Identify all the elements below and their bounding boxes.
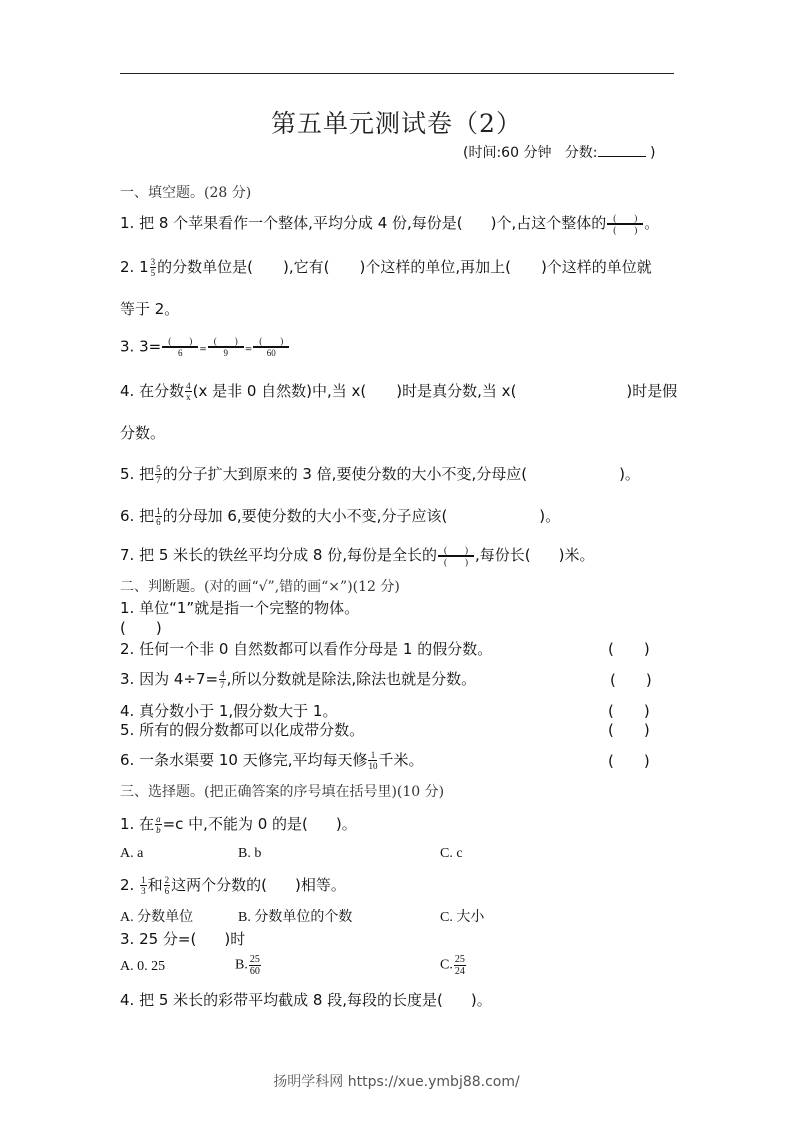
fraction-25-24 <box>454 954 466 977</box>
s2-answer-paren-1[interactable]: ( ) <box>120 619 162 637</box>
frac-numerator: 4 <box>186 381 191 391</box>
frac-denominator: 5 <box>150 268 156 278</box>
s1-question-2-cont: 等于 2。 <box>120 300 180 318</box>
s3q4-text-a: 4. 把 5 米长的彩带平均截成 8 段,每段的长度是( <box>120 991 443 1009</box>
s3-question-1 <box>120 813 357 835</box>
fraction-1-3 <box>140 875 147 896</box>
s3q1-text-b: )。 <box>335 815 357 833</box>
s3q2-text-b: )相等。 <box>294 876 346 894</box>
s1-question-2 <box>120 256 652 278</box>
s1q6-lead: 6. 把 <box>120 507 155 525</box>
frac-numerator: 4 <box>220 669 225 679</box>
s1q4-lead: 4. 在分数 <box>120 382 185 400</box>
page-title: 第五单元测试卷（2） <box>271 109 522 138</box>
frac-denominator: x <box>186 392 191 402</box>
answer-fraction[interactable] <box>208 336 244 358</box>
frac-numerator: 3 <box>150 257 156 267</box>
frac-denominator: 6 <box>164 886 170 896</box>
fraction-4-over-x <box>185 381 192 402</box>
s3q3-option-b[interactable] <box>235 954 262 977</box>
equals-sign: = <box>199 344 207 355</box>
equals-sign: = <box>244 344 253 355</box>
frac-denominator: 7 <box>156 475 161 485</box>
s1-question-4 <box>120 380 677 402</box>
s3-question-4 <box>120 989 492 1010</box>
frac-numerator: 25 <box>249 954 260 965</box>
frac-denominator: ( ) <box>613 224 638 235</box>
frac-numerator: 2 <box>164 875 170 885</box>
section-1-heading: 一、填空题。(28 分) <box>120 185 252 201</box>
frac-denominator: 10 <box>368 761 378 771</box>
s3q4-text-b: )。 <box>470 991 492 1009</box>
exam-meta <box>463 142 655 162</box>
s1-question-4-cont: 分数。 <box>120 424 166 442</box>
score-label: 分数: <box>564 145 598 161</box>
s3q3-text-a: 3. 25 分=( <box>120 930 197 948</box>
s1q1-text-a: 1. 把 8 个苹果看作一个整体,平均分成 4 份,每份是( <box>120 214 463 232</box>
fraction-4-7 <box>219 669 226 690</box>
s1q2-text-c: )个这样的单位,再加上( <box>359 258 511 276</box>
s3q2-and: 和 <box>147 876 163 894</box>
frac-numerator: ( ) <box>253 336 289 348</box>
s1q6-text-b: )。 <box>539 507 561 525</box>
s2-answer-paren-6[interactable]: ( ) <box>608 752 650 770</box>
s2-question-6 <box>120 749 424 771</box>
s1q2-text-a: 的分数单位是( <box>157 258 253 276</box>
s1-question-1 <box>120 212 659 235</box>
frac-denominator: 24 <box>454 966 465 977</box>
answer-fraction[interactable] <box>253 336 289 358</box>
s1q7-text-b: ,每份长( <box>475 546 531 564</box>
s3q3-option-a[interactable]: A. 0. 25 <box>120 959 166 974</box>
section-3-heading: 三、选择题。(把正确答案的序号填在括号里)(10 分) <box>120 784 445 800</box>
s1q5-lead: 5. 把 <box>120 465 155 483</box>
frac-denominator: 7 <box>220 680 225 690</box>
s1q4-text-a: (x 是非 0 自然数)中,当 x( <box>192 382 367 400</box>
s1q4-text-b: )时是真分数,当 x( <box>396 382 517 400</box>
frac-denominator: 9 <box>223 348 228 358</box>
s3q1-option-b[interactable]: B. b <box>238 846 262 861</box>
s3q2-option-c[interactable]: C. 大小 <box>440 910 485 925</box>
option-label: B. <box>235 957 248 973</box>
s1q2-text-d: )个这样的单位就 <box>540 258 652 276</box>
frac-denominator: ( ) <box>444 556 469 567</box>
s2q6-text-b: 千米。 <box>378 751 424 769</box>
frac-numerator: ( ) <box>208 336 244 348</box>
s2-answer-paren-5[interactable]: ( ) <box>608 721 650 739</box>
meta-close: ) <box>649 145 656 161</box>
frac-numerator: 1 <box>141 875 146 885</box>
s1-question-7 <box>120 544 595 567</box>
answer-fraction[interactable] <box>438 545 474 567</box>
section-2-heading: 二、判断题。(对的画“√”,错的画“×”)(12 分) <box>120 579 400 595</box>
s2-question-1: 1. 单位“1”就是指一个完整的物体。 <box>120 599 360 617</box>
s2-question-2: 2. 任何一个非 0 自然数都可以看作分母是 1 的假分数。 <box>120 640 493 658</box>
s1-question-6 <box>120 505 560 527</box>
frac-denominator: 3 <box>141 886 146 896</box>
frac-numerator: a <box>156 814 161 824</box>
s1q3-lead: 3. 3= <box>120 337 162 356</box>
frac-denominator: 6 <box>156 517 161 527</box>
s3q1-lead: 1. 在 <box>120 815 155 833</box>
s2q6-text-a: 6. 一条水渠要 10 天修完,平均每天修 <box>120 751 368 769</box>
s3q1-option-c[interactable]: C. c <box>440 846 463 861</box>
frac-denominator: 60 <box>266 348 276 358</box>
frac-numerator: ( ) <box>438 545 474 557</box>
s1-question-3 <box>120 336 290 358</box>
s3q2-option-b[interactable]: B. 分数单位的个数 <box>238 910 353 925</box>
fraction-2-6 <box>164 875 171 896</box>
s3q1-text-a: =c 中,不能为 0 的是( <box>162 815 308 833</box>
s2-answer-paren-2[interactable]: ( ) <box>608 640 650 658</box>
frac-numerator: 1 <box>156 506 161 516</box>
s1q2-lead: 2. 1 <box>120 258 149 276</box>
s3q2-lead: 2. <box>120 876 140 894</box>
s1q2-text-b: ),它有( <box>282 258 330 276</box>
s3q3-text-b: )时 <box>224 930 246 948</box>
s1q7-text-c: )米。 <box>558 546 595 564</box>
frac-numerator: ( ) <box>607 213 643 225</box>
s2q3-text-b: ,所以分数就是除法,除法也就是分数。 <box>226 670 477 688</box>
fraction-5-7 <box>155 464 162 485</box>
frac-numerator: ( ) <box>162 336 198 348</box>
s1q6-text-a: 的分母加 6,要使分数的大小不变,分子应该( <box>162 507 448 525</box>
fraction-a-b <box>155 814 162 835</box>
frac-numerator: 25 <box>454 954 465 965</box>
s3q2-text-a: 这两个分数的( <box>171 876 267 894</box>
s3-question-2 <box>120 874 346 896</box>
fraction-1-6 <box>155 506 162 527</box>
answer-fraction[interactable] <box>162 336 198 358</box>
s1-question-5 <box>120 463 640 485</box>
frac-denominator: b <box>156 825 161 835</box>
s2-question-3 <box>120 668 476 690</box>
s1q5-text-b: )。 <box>619 465 640 483</box>
s3q2-option-a[interactable]: A. 分数单位 <box>120 910 194 925</box>
s3-question-3 <box>120 928 245 949</box>
score-blank[interactable] <box>598 142 646 157</box>
frac-numerator: 1 <box>368 750 377 761</box>
s2-answer-paren-4[interactable]: ( ) <box>608 702 650 720</box>
s2-question-5: 5. 所有的假分数都可以化成带分数。 <box>120 721 365 739</box>
time-limit: (时间:60 分钟 <box>463 145 552 161</box>
fraction-1-10 <box>368 750 377 771</box>
s3q3-option-c[interactable] <box>440 954 467 977</box>
header-rule <box>120 73 674 74</box>
footer-watermark: 扬明学科网 https://xue.ymbj88.com/ <box>273 1074 520 1090</box>
s1q5-text-a: 的分子扩大到原来的 3 倍,要使分数的大小不变,分母应( <box>162 465 528 483</box>
s1q1-end: 。 <box>644 214 660 232</box>
s2-question-4: 4. 真分数小于 1,假分数大于 1。 <box>120 702 338 720</box>
frac-denominator: 6 <box>177 348 183 358</box>
mixed-fraction <box>150 257 157 278</box>
fraction-25-60 <box>249 954 261 977</box>
frac-numerator: 5 <box>156 464 161 474</box>
s1q4-text-c: )时是假 <box>626 382 678 400</box>
s3q1-option-a[interactable]: A. a <box>120 846 144 861</box>
s2q3-text-a: 3. 因为 4÷7= <box>120 670 219 688</box>
s1q1-text-b: )个,占这个整体的 <box>490 214 607 232</box>
s1q7-text-a: 7. 把 5 米长的铁丝平均分成 8 份,每份是全长的 <box>120 546 438 564</box>
option-label: C. <box>440 957 453 973</box>
s2-answer-paren-3[interactable]: ( ) <box>610 671 652 689</box>
frac-denominator: 60 <box>249 966 260 977</box>
answer-fraction[interactable] <box>607 213 643 235</box>
